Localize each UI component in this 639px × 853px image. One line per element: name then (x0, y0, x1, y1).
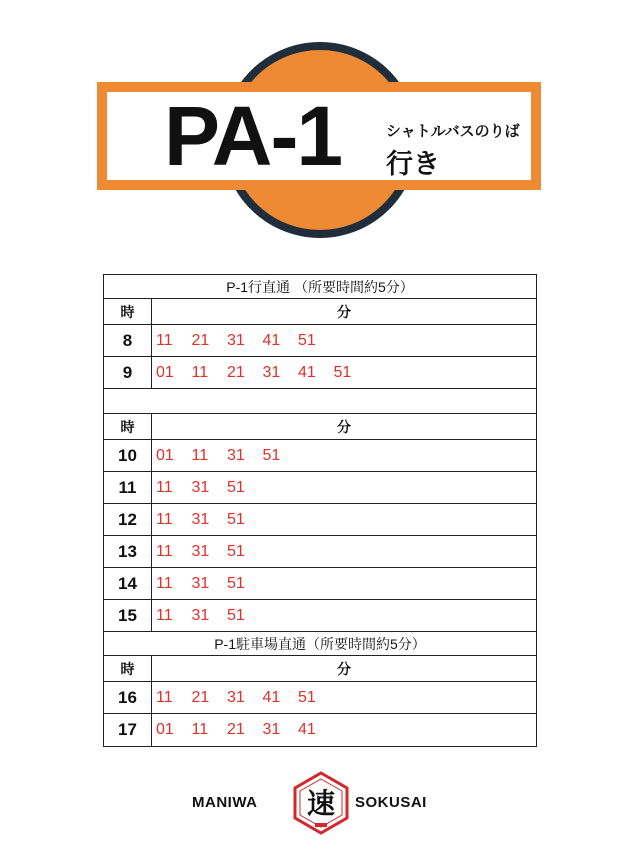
timetable-row (104, 504, 536, 536)
stop-destination: 行き (386, 149, 440, 179)
departure-minute: 31 (227, 688, 245, 706)
minutes-cell (152, 568, 536, 599)
departure-minute: 11 (156, 510, 173, 528)
departure-minute: 11 (156, 542, 173, 560)
departure-minute: 21 (227, 363, 245, 381)
hour-cell: 8 (104, 325, 152, 356)
header-row (104, 656, 536, 682)
sign-banner (97, 82, 541, 190)
minutes-cell (152, 600, 536, 631)
departure-minute: 11 (156, 688, 173, 706)
departure-minute: 11 (156, 478, 173, 496)
minutes-cell (152, 325, 536, 356)
timetable-row (104, 440, 536, 472)
hour-cell: 12 (104, 504, 152, 535)
departure-minute: 41 (262, 688, 281, 706)
departure-minute: 31 (191, 478, 210, 496)
departure-minute: 11 (156, 331, 173, 349)
section-title: P-1駐車場直通（所要時間約5分） (104, 632, 536, 656)
minutes-cell (152, 440, 536, 471)
timetable-row (104, 714, 536, 746)
sokusai-logo-icon (289, 771, 353, 835)
header-row (104, 414, 536, 440)
departure-minute: 11 (156, 606, 173, 624)
departure-minute: 41 (298, 363, 316, 381)
timetable-row (104, 472, 536, 504)
departure-minute: 31 (262, 721, 281, 738)
departure-minute: 51 (227, 574, 245, 592)
departure-minute: 31 (191, 542, 210, 560)
minute-column-header: 分 (337, 303, 351, 320)
departure-minute: 51 (333, 363, 352, 381)
minutes-cell (152, 536, 536, 567)
timetable-row (104, 536, 536, 568)
minute-column-header: 分 (337, 418, 351, 435)
departure-minute: 01 (156, 363, 174, 381)
svg-text:速: 速 (306, 787, 336, 820)
minutes-cell (152, 472, 536, 503)
departure-minute: 31 (191, 606, 210, 624)
departure-minute: 31 (191, 574, 210, 592)
departure-minute: 51 (298, 331, 316, 349)
departure-minute: 51 (227, 510, 245, 528)
hour-cell: 13 (104, 536, 152, 567)
departure-minute: 11 (191, 363, 209, 381)
minutes-cell (152, 714, 536, 746)
hour-column-header: 時 (104, 299, 152, 324)
minutes-cell (152, 682, 536, 713)
hour-column-header: 時 (104, 414, 152, 439)
timetable-row (104, 682, 536, 714)
brand-right: SOKUSAI (355, 794, 427, 811)
departure-minute: 01 (156, 446, 174, 464)
departure-minute: 21 (227, 721, 245, 738)
hour-cell: 10 (104, 440, 152, 471)
timetable-row (104, 568, 536, 600)
departure-minute: 51 (227, 606, 245, 624)
departure-minute: 31 (227, 446, 245, 464)
sign-banner-panel (107, 89, 531, 183)
hour-cell: 17 (104, 714, 152, 746)
departure-minute: 51 (227, 478, 245, 496)
hour-cell: 9 (104, 357, 152, 388)
timetable-row (104, 357, 536, 389)
departure-minute: 31 (191, 510, 210, 528)
footer (0, 770, 639, 840)
header-row (104, 299, 536, 325)
departure-minute: 41 (298, 721, 316, 738)
departure-minute: 31 (262, 363, 281, 381)
departure-minute: 21 (191, 688, 210, 706)
departure-minute: 11 (191, 446, 209, 464)
hour-column-header: 時 (104, 656, 152, 681)
hour-cell: 15 (104, 600, 152, 631)
departure-minute: 41 (262, 331, 281, 349)
departure-minute: 51 (298, 688, 316, 706)
timetable-row (104, 600, 536, 632)
hour-cell: 11 (104, 472, 152, 503)
hour-cell: 16 (104, 682, 152, 713)
departure-minute: 01 (156, 721, 174, 738)
section-spacer (104, 389, 536, 414)
minutes-cell (152, 357, 536, 388)
departure-minute: 11 (156, 574, 173, 592)
timetable-row (104, 325, 536, 357)
destination-sign (0, 0, 639, 240)
departure-minute: 11 (191, 721, 209, 738)
departure-minute: 21 (191, 331, 210, 349)
hour-cell: 14 (104, 568, 152, 599)
minutes-cell (152, 504, 536, 535)
departure-minute: 51 (227, 542, 245, 560)
departure-minute: 51 (262, 446, 281, 464)
section-title: P-1行直通 （所要時間約5分） (104, 275, 536, 299)
stop-code: PA-1 (164, 89, 342, 183)
departure-minute: 31 (227, 331, 245, 349)
timetable (103, 274, 537, 747)
stop-subtitle: シャトルバスのりば (386, 123, 520, 140)
minute-column-header: 分 (337, 660, 351, 677)
brand-left: MANIWA (192, 794, 258, 811)
